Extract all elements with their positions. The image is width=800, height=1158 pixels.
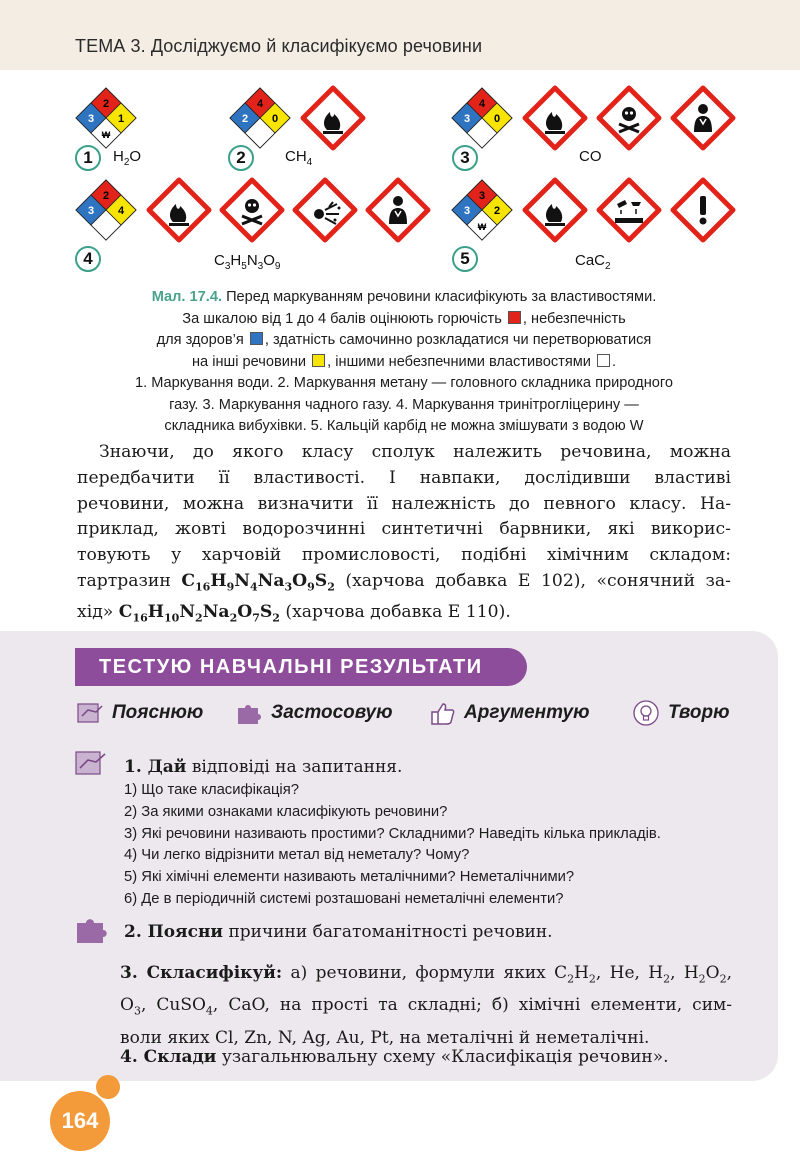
section-banner: ТЕСТУЮ НАВЧАЛЬНІ РЕЗУЛЬТАТИ bbox=[75, 648, 527, 686]
svg-text:₩: ₩ bbox=[477, 222, 487, 232]
svg-text:2: 2 bbox=[493, 205, 501, 217]
explain-icon bbox=[76, 700, 104, 726]
list-item: 1) Що таке класифікація? bbox=[124, 782, 299, 798]
svg-text:1: 1 bbox=[117, 113, 125, 125]
svg-text:4: 4 bbox=[117, 205, 125, 217]
svg-text:₩: ₩ bbox=[101, 130, 111, 140]
figure-number-2: 2 bbox=[228, 145, 254, 171]
health-hazard-pictogram-icon bbox=[368, 180, 428, 240]
svg-text:2: 2 bbox=[102, 98, 110, 110]
page-number-badge bbox=[50, 1075, 130, 1155]
svg-text:3: 3 bbox=[87, 205, 95, 217]
formula-4: $C_3H_5N_3O_9$ bbox=[214, 252, 281, 272]
formula-3: CO bbox=[579, 148, 602, 165]
skill-argue: Аргументую bbox=[428, 698, 590, 728]
formula-1: $H_2O$ bbox=[113, 148, 142, 168]
sunset-yellow-formula: $C_{16}H_{10}N_2Na_2O_7S_2$ bbox=[118, 602, 280, 625]
body-paragraph: Знаючи, до якого класу сполук належить речовина, можна передбачити її властивості. І навпаки, дослідивши властиві речовини, можна визначити її належність до певного класу. На- приклад, жовті водорозчинні синтетичні барвники, які викорис- товують у харчовій промисловості, подібні хімічним складом: тартразин $C_{16}H_9N_4Na_3O_9S_2$ (харчова добавка Е 102), «сонячний за- хід» $C_{16}H_{10}N_2Na_2O_7S_2$ (харчова добавка Е 110). bbox=[77, 442, 731, 625]
questions-list bbox=[124, 780, 661, 911]
formula-2: $CH_4$ bbox=[285, 148, 313, 168]
nfpa-diamond-2 bbox=[230, 88, 290, 148]
svg-text:3: 3 bbox=[463, 205, 471, 217]
task-4: 4. Склади узагальнювальну схему «Класифікація речовин». bbox=[120, 1047, 669, 1067]
flame-pictogram-icon bbox=[525, 180, 585, 240]
figure-number-5: 5 bbox=[452, 246, 478, 272]
list-item: 3) Які речовини називають простими? Складними? Наведіть кілька прикладів. bbox=[124, 825, 661, 842]
formula-5: CaC$_2$ bbox=[575, 252, 611, 272]
skill-explain: Пояснюю bbox=[76, 698, 203, 728]
page-dot bbox=[96, 1075, 120, 1099]
skill-create: Творю bbox=[632, 698, 730, 728]
svg-text:0: 0 bbox=[271, 113, 279, 125]
svg-text:3: 3 bbox=[478, 190, 486, 202]
flame-pictogram-icon bbox=[149, 180, 209, 240]
nfpa-diamond-1 bbox=[76, 88, 136, 148]
hazard-figure bbox=[0, 0, 800, 285]
puzzle-icon bbox=[235, 700, 263, 726]
explain-task-icon bbox=[74, 748, 108, 780]
puzzle-task-icon bbox=[74, 915, 108, 945]
white-square-icon bbox=[597, 354, 610, 367]
page-number: 164 bbox=[50, 1091, 110, 1151]
svg-text:0: 0 bbox=[493, 113, 501, 125]
list-item: 5) Які хімічні елементи називають металічними? Неметалічними? bbox=[124, 869, 575, 886]
task-2: 2. Поясни причини багатоманітності речовин. bbox=[124, 922, 553, 942]
figure-caption: Мал. 17.4. Перед маркуванням речовини класифікують за властивостями. За шкалою від 1 до 4 балів оцінюють горючість , небезпечність для здоров’я , здатність самочинно розкладатися чи перетворюватися на інші речовини , іншими небезпечними властивостями . 1. Маркування води. 2. Маркування метану — головного складника природного газу. 3. Маркування чадного газу. 4. Маркування тринітрогліцерину — складника вибухівки. 5. Кальцій карбід не можна змішувати з водою W bbox=[134, 289, 673, 434]
skill-apply: Застосовую bbox=[235, 698, 393, 728]
blue-square-icon bbox=[250, 332, 263, 345]
svg-text:3: 3 bbox=[463, 113, 471, 125]
svg-text:4: 4 bbox=[478, 98, 486, 110]
figure-number-3: 3 bbox=[452, 145, 478, 171]
nfpa-diamond-5 bbox=[452, 180, 512, 240]
caption-label: Мал. 17.4. bbox=[151, 289, 222, 305]
lightbulb-icon bbox=[632, 700, 660, 726]
task-3: 3. Скласифікуй: а) речовини, формули яких $C_2H_2$, He, $H_2$, $H_2O_2$, $O_3$, CuSO$_4$, CaO, на прості та складні; б) хімічні елементи, сим- воли яких Cl, Zn, N, Ag, Au, Pt, на металічні й неметалічні. bbox=[120, 963, 732, 1048]
svg-text:2: 2 bbox=[241, 113, 249, 125]
health-hazard-pictogram-icon bbox=[673, 88, 733, 148]
flame-pictogram-icon bbox=[525, 88, 585, 148]
svg-text:2: 2 bbox=[102, 190, 110, 202]
task-1-heading: 1. Дай відповіді на запитання. bbox=[124, 757, 403, 777]
skull-pictogram-icon bbox=[599, 88, 659, 148]
yellow-square-icon bbox=[312, 354, 325, 367]
exclamation-pictogram-icon bbox=[673, 180, 733, 240]
nfpa-diamond-4 bbox=[76, 180, 136, 240]
red-square-icon bbox=[508, 311, 521, 324]
figure-number-1: 1 bbox=[75, 145, 101, 171]
svg-text:3: 3 bbox=[87, 113, 95, 125]
list-item: 4) Чи легко відрізнити метал від неметалу? Чому? bbox=[124, 847, 470, 864]
thumbs-icon bbox=[428, 700, 456, 726]
list-item: 6) Де в періодичній системі розташовані неметалічні елементи? bbox=[124, 890, 564, 907]
flame-pictogram-icon bbox=[303, 88, 363, 148]
list-item: 2) За якими ознаками класифікують речовини? bbox=[124, 803, 448, 820]
explosive-pictogram-icon bbox=[295, 180, 355, 240]
topic-title: ТЕМА 3. Досліджуємо й класифікуємо речовини bbox=[75, 36, 483, 56]
skull-pictogram-icon bbox=[222, 180, 282, 240]
corrosive-pictogram-icon bbox=[599, 180, 659, 240]
figure-number-4: 4 bbox=[75, 246, 101, 272]
tartrazine-formula: $C_{16}H_9N_4Na_3O_9S_2$ bbox=[181, 570, 335, 594]
svg-text:4: 4 bbox=[256, 98, 264, 110]
nfpa-diamond-3 bbox=[452, 88, 512, 148]
